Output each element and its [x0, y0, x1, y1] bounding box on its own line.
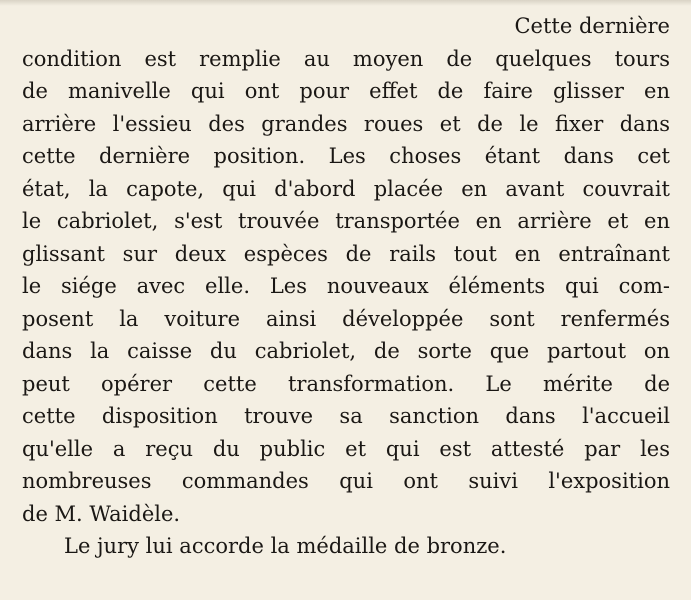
text-line: arrière l'essieu des grandes roues et de le fixer dans	[22, 111, 670, 136]
page-top-shadow	[0, 0, 691, 6]
text-line: peut opérer cette transformation. Le mérite de	[22, 371, 670, 396]
text-line: cette dernière position. Les choses étant dans cet	[22, 144, 670, 168]
text-line: posent la voiture ainsi développée sont renfermés	[22, 306, 670, 331]
text-line: nombreuses commandes qui ont suivi l'exposition	[22, 469, 670, 493]
body-text	[22, 10, 670, 563]
text-line: état, la capote, qui d'abord placée en avant couvrait	[22, 176, 670, 201]
text-line: cette disposition trouve sa sanction dans l'accueil	[22, 404, 670, 428]
text-line: qu'elle a reçu du public et qui est attesté par les	[22, 436, 670, 461]
text-line: le cabriolet, s'est trouvée transportée en arrière et en	[22, 209, 670, 233]
text-line: le siége avec elle. Les nouveaux éléments qui com-	[22, 274, 670, 298]
text-line: Cette dernière	[514, 14, 670, 38]
text-line: condition est remplie au moyen de quelques tours	[22, 46, 670, 71]
text-line: glissant sur deux espèces de rails tout en entraînant	[22, 241, 670, 266]
closing-line: Le jury lui accorde la médaille de bronze.	[64, 534, 507, 558]
text-line: de M. Waidèle.	[22, 501, 181, 526]
text-line: de manivelle qui ont pour effet de faire glisser en	[22, 79, 670, 103]
text-line: dans la caisse du cabriolet, de sorte que partout on	[22, 339, 670, 363]
